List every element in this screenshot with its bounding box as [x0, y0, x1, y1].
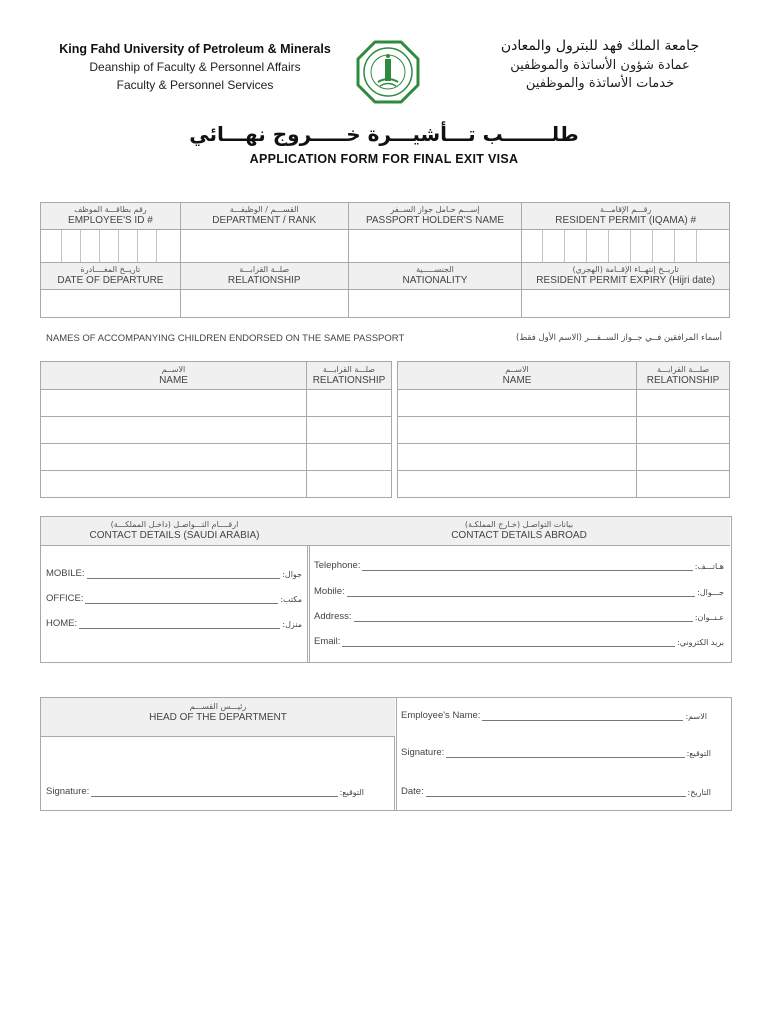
employee-info-table — [40, 202, 730, 318]
saudi-office-field[interactable]: OFFICE: مكتب: — [46, 593, 302, 604]
permit-expiry-field[interactable] — [522, 290, 730, 318]
child-relationship-cell[interactable] — [637, 444, 730, 471]
employee-name-field[interactable]: Employee's Name: الاسم: — [401, 710, 707, 721]
employee-id-header: رقم بطاقـــة الموظف EMPLOYEE'S ID # — [41, 203, 181, 230]
child-name-cell[interactable] — [398, 471, 637, 498]
abroad-mobile-field[interactable]: Mobile: جـــوال: — [314, 586, 724, 597]
head-of-department-header: رئيـــس القســـم HEAD OF THE DEPARTMENT — [41, 698, 395, 737]
department-rank-header: القســـم / الوظيفـــة DEPARTMENT / RANK — [180, 203, 348, 230]
employee-date-field[interactable]: Date: التاريخ: — [401, 786, 711, 797]
child-name-header: الاســم NAME — [398, 362, 637, 390]
abroad-email-field[interactable]: Email: بريد الكتروني: — [314, 636, 724, 647]
child-relationship-cell[interactable] — [637, 471, 730, 498]
child-relationship-header: صلـــة القرابـــة RELATIONSHIP — [307, 362, 392, 390]
child-relationship-cell[interactable] — [307, 471, 392, 498]
departure-date-header: تاريــخ المغــــادرة DATE OF DEPARTURE — [41, 263, 181, 290]
resident-permit-header: رقـــم الإقامـــة RESIDENT PERMIT (IQAMA) # — [522, 203, 730, 230]
abroad-address-field[interactable]: Address: عـنــوان: — [314, 611, 724, 622]
relationship-header: صلــة القرابـــة RELATIONSHIP — [180, 263, 348, 290]
services-ar: خدمات الأساتذة والموظفين — [525, 76, 675, 91]
children-table-left — [40, 361, 392, 498]
children-table-right — [397, 361, 730, 498]
deanship-en: Deanship of Faculty & Personnel Affairs — [89, 60, 301, 74]
relationship-field[interactable] — [180, 290, 348, 318]
child-relationship-header: صلـــة القرابـــة RELATIONSHIP — [637, 362, 730, 390]
child-name-cell[interactable] — [41, 417, 307, 444]
child-name-cell[interactable] — [41, 444, 307, 471]
saudi-home-field[interactable]: HOME: منزل: — [46, 618, 302, 629]
children-note-ar: أسماء المرافقين فــي جــواز الســفـــر (الاسم الأول فقط) — [516, 333, 722, 343]
child-relationship-cell[interactable] — [637, 390, 730, 417]
child-relationship-cell[interactable] — [307, 390, 392, 417]
child-relationship-cell[interactable] — [307, 417, 392, 444]
head-signature-field[interactable]: Signature: التوقيع: — [46, 786, 364, 797]
nationality-header: الجنســـــية NATIONALITY — [348, 263, 522, 290]
contact-saudi-header: ارقــــام التـــواصـل (داخـل المملكـــة) CONTACT DETAILS (SAUDI ARABIA) — [41, 517, 308, 546]
child-name-cell[interactable] — [398, 417, 637, 444]
university-name-en: King Fahd University of Petroleum & Minerals — [59, 42, 331, 56]
permit-expiry-header: تاريــخ إنتهــاء الإقــامة (الهجري) RESIDENT PERMIT EXPIRY (Hijri date) — [522, 263, 730, 290]
form-title-en: APPLICATION FORM FOR FINAL EXIT VISA — [249, 152, 519, 166]
children-note-en: NAMES OF ACCOMPANYING CHILDREN ENDORSED ON THE SAME PASSPORT — [46, 333, 405, 344]
employee-id-field[interactable] — [41, 230, 181, 263]
child-name-cell[interactable] — [398, 444, 637, 471]
child-name-cell[interactable] — [398, 390, 637, 417]
child-name-header: الاســم NAME — [41, 362, 307, 390]
deanship-ar: عمادة شؤون الأساتذة والموظفين — [510, 58, 690, 73]
saudi-mobile-field[interactable]: MOBILE: جوال: — [46, 568, 302, 579]
department-rank-field[interactable] — [180, 230, 348, 263]
departure-date-field[interactable] — [41, 290, 181, 318]
services-en: Faculty & Personnel Services — [116, 78, 274, 92]
nationality-field[interactable] — [348, 290, 522, 318]
abroad-telephone-field[interactable]: Telephone: هـاتـــف: — [314, 560, 724, 571]
child-relationship-cell[interactable] — [307, 444, 392, 471]
contact-abroad-header: بيانات التواصـل (خـارج المملكـة) CONTACT DETAILS ABROAD — [308, 517, 730, 546]
form-title-ar: طلـــــــب تـــأشيـــرة خـــــروج نهـــائي — [189, 122, 579, 146]
resident-permit-field[interactable] — [522, 230, 730, 263]
child-name-cell[interactable] — [41, 390, 307, 417]
employee-signature-field[interactable]: Signature: التوقيع: — [401, 747, 711, 758]
passport-holder-header: إســـم حـامل جواز الســفر PASSPORT HOLDER'S NAME — [348, 203, 522, 230]
child-relationship-cell[interactable] — [637, 417, 730, 444]
child-name-cell[interactable] — [41, 471, 307, 498]
university-seal-icon — [356, 40, 420, 104]
passport-holder-field[interactable] — [348, 230, 522, 263]
university-name-ar: جامعة الملك فهد للبترول والمعادن — [500, 38, 700, 54]
